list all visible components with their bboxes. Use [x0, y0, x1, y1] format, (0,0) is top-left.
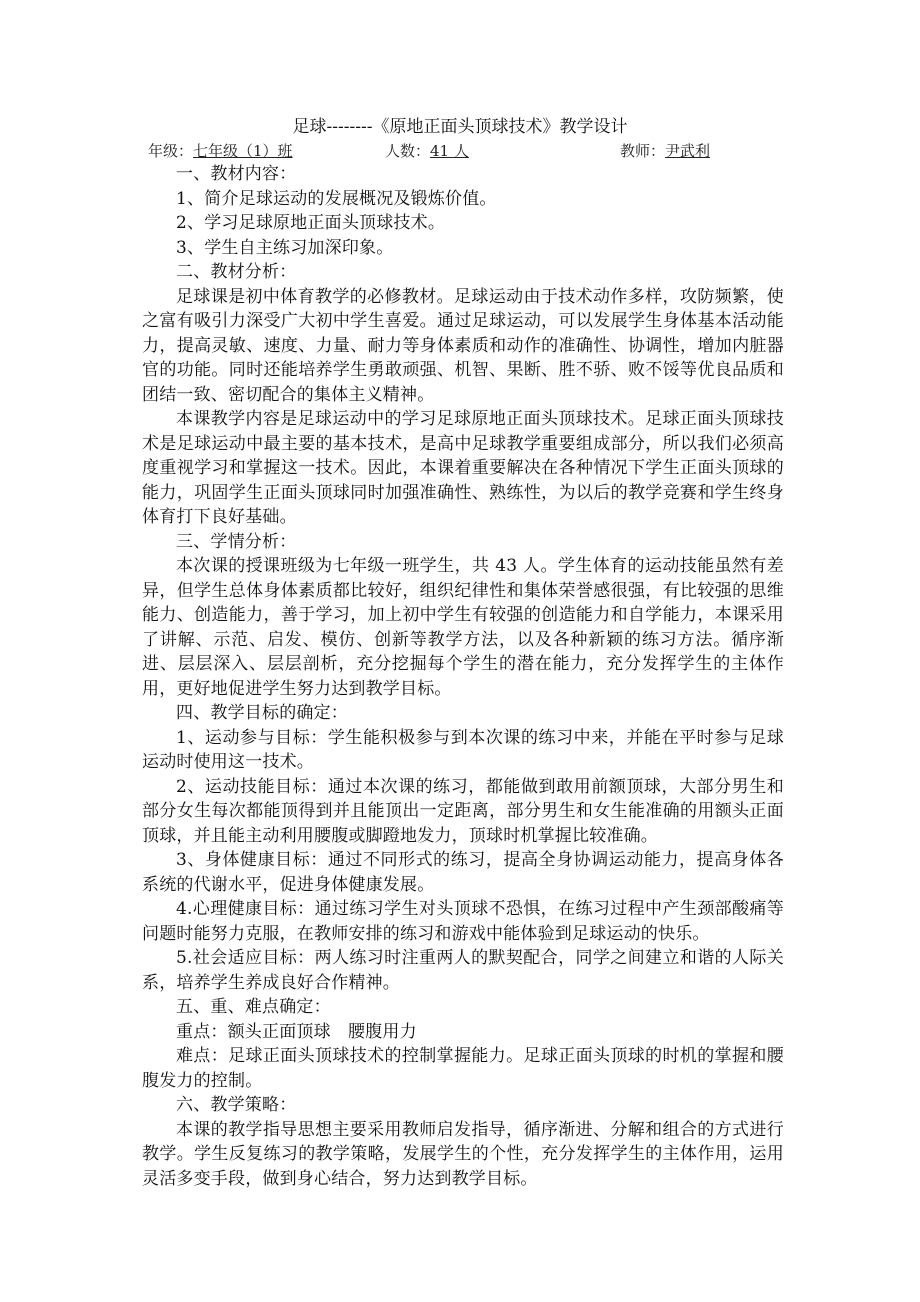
section-heading: 五、重、难点确定：: [176, 997, 331, 1017]
grade-field: [148, 140, 293, 162]
body-paragraph: 重点：额头正面顶球 腰腹用力: [176, 1021, 417, 1042]
body-paragraph: 2、运动技能目标：通过本次课的练习，都能做到敢用前额顶球，大部分男生和部分女生每次都能顶得到并且能顶出一定距离，部分男生和女生能准确的用额头正面顶球，并且能主动利用腰腹或脚蹬地发力，顶球时机掌握比较准确。: [142, 776, 784, 846]
document-title: 足球--------《原地正面头顶球技术》教学设计: [292, 117, 628, 137]
body-paragraph: 本次课的授课班级为七年级一班学生，共 43 人。学生体育的运动技能虽然有差异，但学生总体身体素质都比较好，组织纪律性和集体荣誉感很强，有比较强的思维能力、创造能力，善于学习，加上初中学生有较强的创造能力和自学能力，本课采用了讲解、示范、启发、模仿、创新等教学方法，以及各种新颖的练习方法。循序渐进、层层深入、层层剖析，充分挖掘每个学生的潜在能力，充分发挥学生的主体作用，更好地促进学生努力达到教学目标。: [142, 556, 784, 699]
section-heading: 三、学情分析：: [176, 531, 297, 552]
body-paragraph: 本课教学内容是足球运动中的学习足球原地正面头顶球技术。足球正面头顶球技术是足球运动中最主要的基本技术，是高中足球教学重要组成部分，所以我们必须高度重视学习和掌握这一技术。因此，本课着重要解决在各种情况下学生正面头顶球的能力，巩固学生正面头顶球同时加强准确性、熟练性，为以后的教学竞赛和学生终身体育打下良好基础。: [142, 409, 784, 527]
grade-value: 七年级（1）班: [193, 142, 293, 160]
section-heading: 六、教学策略：: [176, 1095, 297, 1115]
body-paragraph: 3、身体健康目标：通过不同形式的练习，提高全身协调运动能力，提高身体各系统的代谢水平，促进身体健康发展。: [142, 850, 784, 895]
body-paragraph: 1、运动参与目标：学生能积极参与到本次课的练习中来，并能在平时参与足球运动时使用这一技术。: [142, 727, 784, 772]
grade-label: 年级：: [148, 142, 194, 160]
list-item: 3、学生自主练习加深印象。: [176, 237, 394, 258]
section-heading: 四、教学目标的确定：: [176, 703, 348, 723]
teacher-value: 尹武利: [665, 142, 711, 160]
student-count-label: 人数：: [385, 142, 431, 160]
list-item: 2、学习足球原地正面头顶球技术。: [176, 213, 446, 233]
teacher-label: 教师：: [620, 142, 666, 160]
document-body: [142, 162, 784, 1191]
body-paragraph: 难点：足球正面头顶球技术的控制掌握能力。足球正面头顶球的时机的掌握和腰腹发力的控制。: [142, 1046, 784, 1091]
student-count-value: 41 人: [430, 142, 469, 160]
body-paragraph: 本课的教学指导思想主要采用教师启发指导，循序渐进、分解和组合的方式进行教学。学生反复练习的教学策略，发展学生的个性，充分发挥学生的主体作用，运用灵活多变手段，做到身心结合，努力达到教学目标。: [142, 1119, 784, 1189]
student-count-field: [385, 140, 469, 162]
section-heading: 一、教材内容：: [176, 164, 297, 184]
teacher-field: [620, 140, 710, 162]
section-heading: 二、教材分析：: [176, 262, 297, 282]
body-paragraph: 5.社会适应目标：两人练习时注重两人的默契配合，同学之间建立和谐的人际关系，培养学生养成良好合作精神。: [142, 948, 784, 993]
body-paragraph: 足球课是初中体育教学的必修教材。足球运动由于技术动作多样，攻防频繁，使之富有吸引力深受广大初中学生喜爱。通过足球运动，可以发展学生身体基本活动能力，提高灵敏、速度、力量、耐力等身体素质和动作的准确性、协调性，增加内脏器官的功能。同时还能培养学生勇敢顽强、机智、果断、胜不骄、败不馁等优良品质和团结一致、密切配合的集体主义精神。: [142, 286, 784, 405]
body-paragraph: 4.心理健康目标：通过练习学生对头顶球不恐惧，在练习过程中产生颈部酸痛等问题时能努力克服，在教师安排的练习和游戏中能体验到足球运动的快乐。: [142, 899, 784, 944]
list-item: 1、简介足球运动的发展概况及锻炼价值。: [176, 188, 497, 209]
